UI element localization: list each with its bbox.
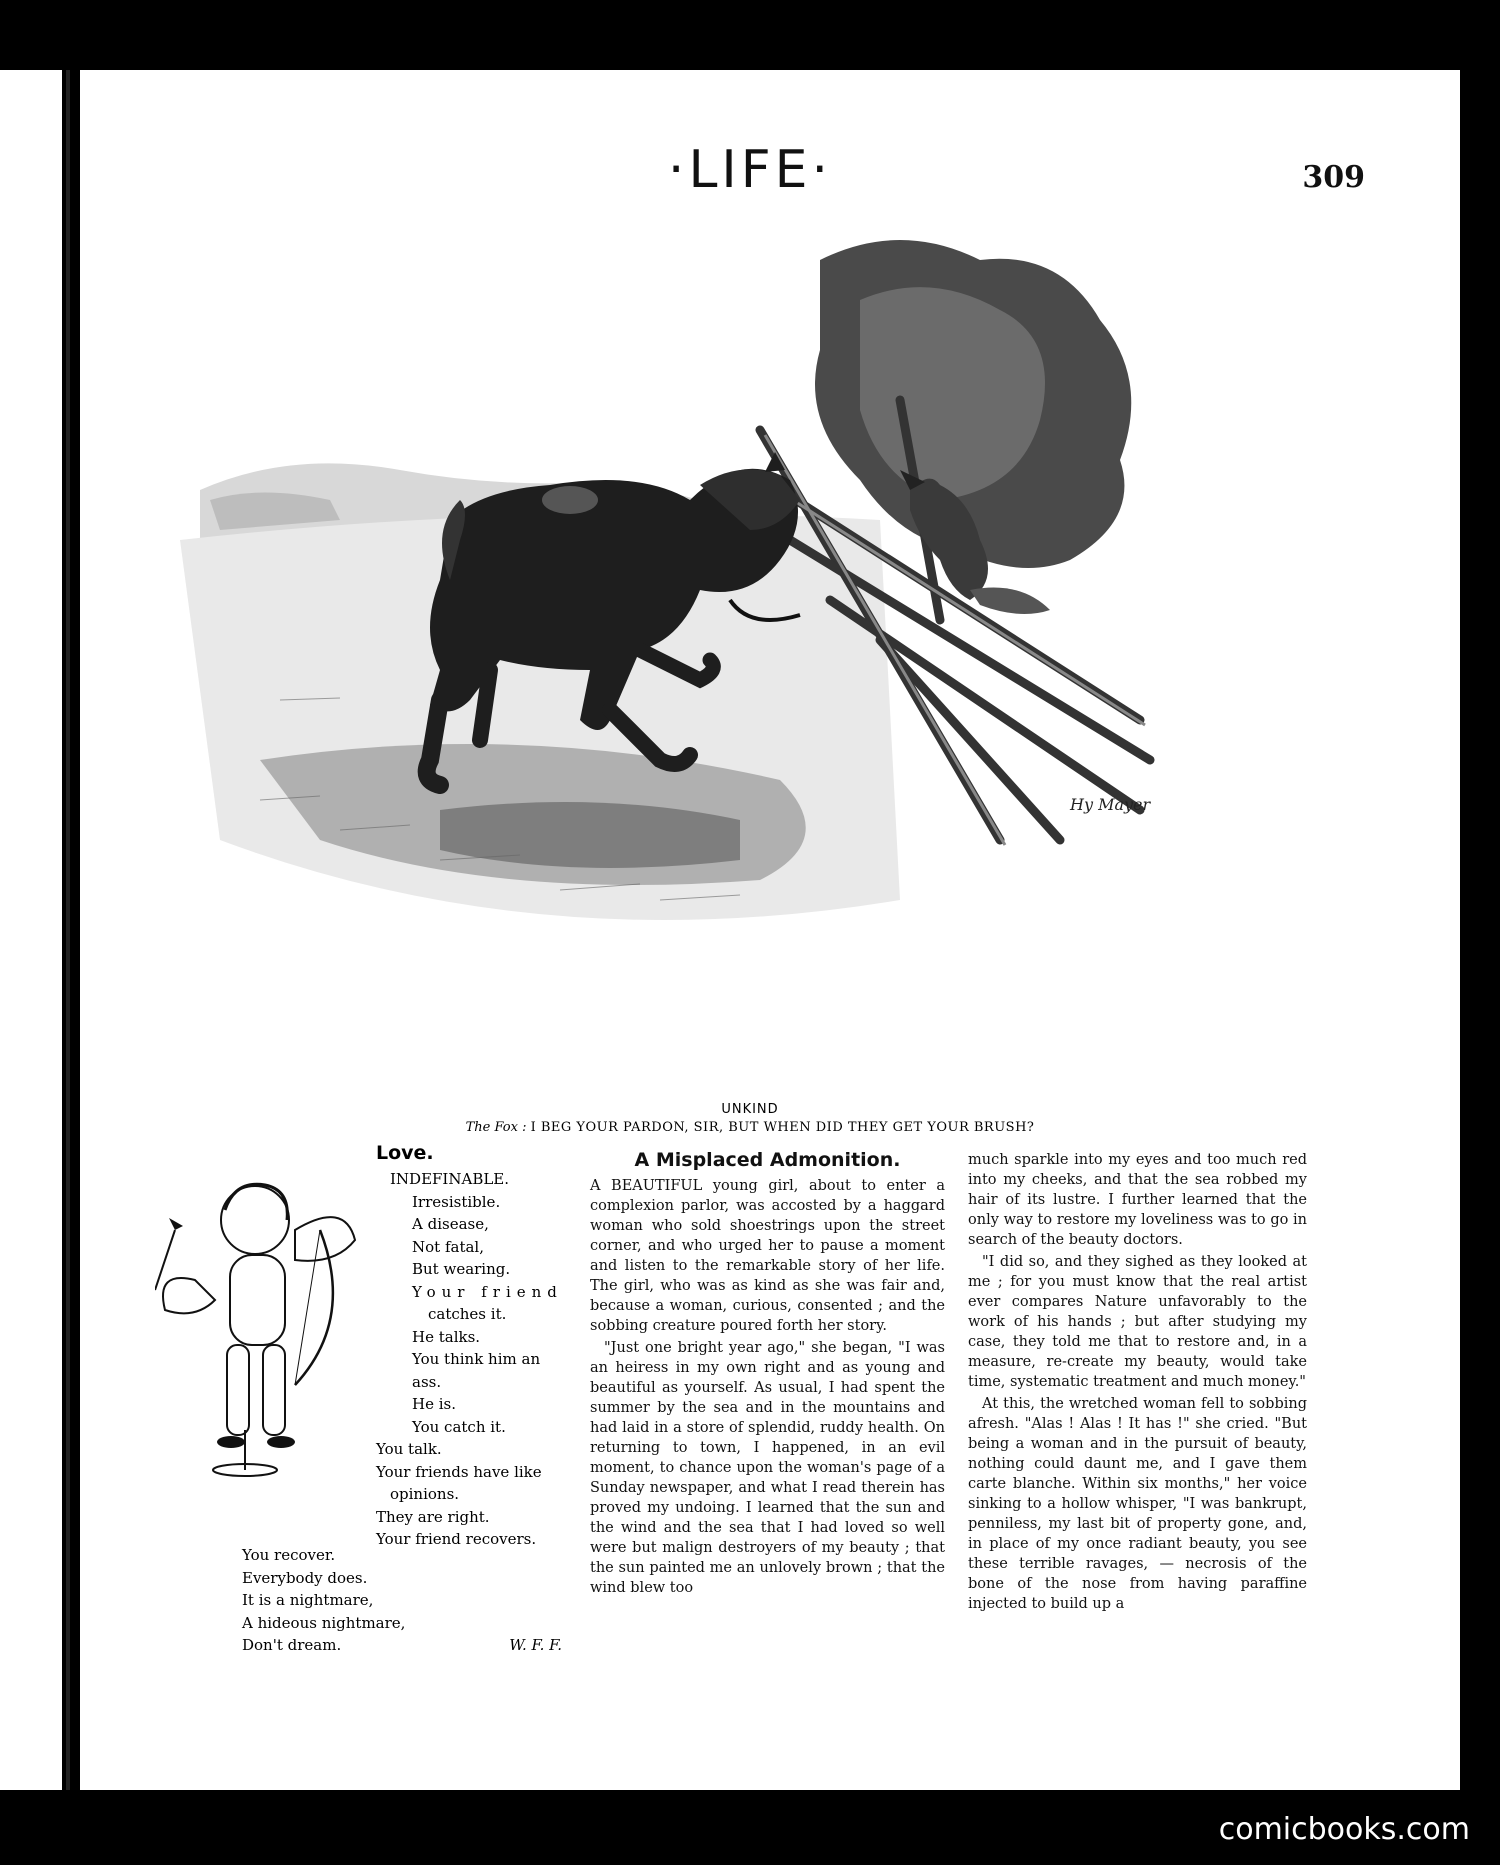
page-number: 309 bbox=[1302, 160, 1365, 195]
poem-line: A disease, bbox=[412, 1215, 489, 1233]
poem-line: opinions. bbox=[390, 1485, 460, 1503]
article-paragraph: At this, the wretched woman fell to sobbing afresh. "Alas ! Alas ! It has !" she cried. "But being a woman and in the pursuit of beauty, nothing could daunt me, and I gave them carte blanche. Within six months," her voice sinking to a hollow whisper, "I was bankrupt, penniless, my last bit of property gone, and, in place of my once radiant beauty, you see these terrible ravages, — necrosis of the bone of the nose from having paraffine injected to build up a bbox=[968, 1396, 1307, 1612]
poem-last-line bbox=[242, 1634, 582, 1657]
article-paragraph: "I did so, and they sighed as they looked at me ; for you must know that the real artist ever compares Nature unfavorably to the work of his hands ; but after studying my case, they told me that to restore and, in a measure, re-create my beauty, would take time, systematic treatment and much money." bbox=[968, 1254, 1307, 1390]
caption-speaker: The Fox : bbox=[465, 1120, 527, 1135]
poem-line: It is a nightmare, bbox=[242, 1591, 374, 1609]
poem-line: He talks. bbox=[412, 1327, 481, 1346]
poem-signature: W. F. F. bbox=[509, 1636, 562, 1654]
poem-line: You think him an bbox=[412, 1350, 541, 1368]
poem-line: He is. bbox=[412, 1395, 456, 1413]
poem-body bbox=[376, 1168, 581, 1551]
facing-page-edge bbox=[0, 70, 62, 1790]
poem-line: Irresistible. bbox=[412, 1192, 501, 1211]
poem-line: You talk. bbox=[376, 1440, 442, 1458]
poem-line: Your friend recovers. bbox=[376, 1530, 537, 1548]
poem-line: ass. bbox=[412, 1372, 442, 1391]
poem-line: You recover. bbox=[242, 1546, 336, 1564]
article-column-2 bbox=[968, 1150, 1307, 1616]
article-paragraph: "Just one bright year ago," she began, "I was an heiress in my own right and as young and beautiful as yourself. As usual, I had spent the summer by the sea and in the mountains and had laid in a store of splendid, ruddy health. On returning to town, I happened, in an evil moment, to chance upon the woman's page of a Sunday newspaper, and what I read therein has proved my undoing. I learned that the sun and the wind and the sea that I had loved so well were but malign destroyers of my beauty ; that the sun painted me an unlovely brown ; that the wind blew too bbox=[590, 1340, 945, 1596]
article-paragraph: much sparkle into my eyes and too much red into my cheeks, and that the sea robbed my hair of its lustre. I further learned that the only way to restore my loveliness was to go in search of the beauty doctors. bbox=[968, 1152, 1307, 1248]
site-watermark: comicbooks.com bbox=[1218, 1812, 1470, 1847]
artist-signature: Hy Mayer bbox=[1070, 795, 1151, 814]
poem-title: Love. bbox=[376, 1142, 434, 1164]
caption-line bbox=[0, 1120, 1500, 1135]
article-column-1 bbox=[590, 1150, 945, 1600]
poem-line: But wearing. bbox=[412, 1260, 511, 1278]
poem-line: Not fatal, bbox=[412, 1237, 484, 1256]
binding-gutter bbox=[66, 70, 70, 1790]
cupid-doll-illustration bbox=[155, 1170, 365, 1505]
article-title: A Misplaced Admonition. bbox=[634, 1149, 901, 1171]
caption-quote: I BEG YOUR PARDON, SIR, BUT WHEN DID THEY GET YOUR BRUSH? bbox=[530, 1120, 1035, 1135]
poem-line: Don't dream. bbox=[242, 1636, 342, 1654]
poem-line: Your friends have like bbox=[376, 1462, 542, 1481]
poem-line: INDEFINABLE. bbox=[390, 1170, 510, 1188]
poem-line: They are right. bbox=[376, 1507, 490, 1526]
poem-tail bbox=[242, 1544, 582, 1657]
caption-title: UNKIND bbox=[721, 1102, 779, 1117]
poem-line: A hideous nightmare, bbox=[242, 1613, 406, 1632]
article-paragraph: A BEAUTIFUL young girl, about to enter a complexion parlor, was accosted by a haggard woman who sold shoestrings upon the street corner, and who urged her to pause a moment and listen to the remarkable story of her life. The girl, who was as kind as she was fair and, because a woman, curious, consented ; and the sobbing creature poured forth her story. bbox=[590, 1178, 945, 1334]
horse-and-fox-illustration bbox=[140, 200, 1260, 1060]
poem-line: Everybody does. bbox=[242, 1568, 368, 1587]
poem-line: You catch it. bbox=[412, 1417, 506, 1436]
poem-line: catches it. bbox=[428, 1305, 507, 1323]
masthead-title: ·LIFE· bbox=[667, 140, 833, 200]
poem-line: Your friend bbox=[412, 1282, 563, 1301]
